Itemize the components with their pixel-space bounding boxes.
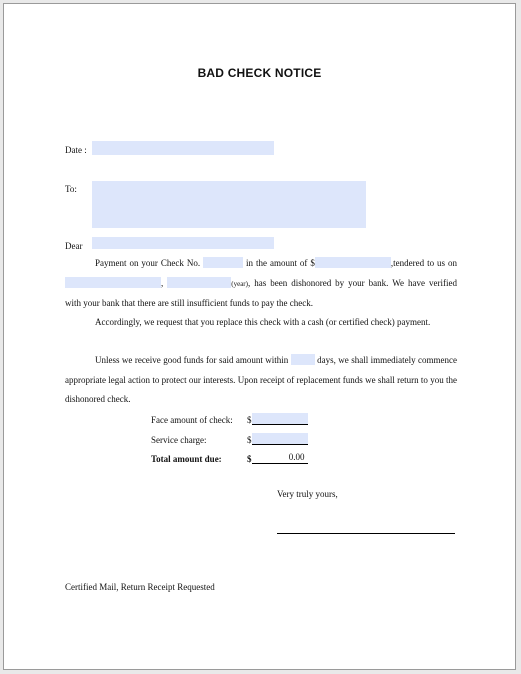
recipient-address-field[interactable] [92, 181, 366, 228]
date-label: Date : [65, 145, 87, 155]
tender-date-field[interactable] [65, 277, 164, 288]
p1-text-c: ,tendered to [390, 258, 435, 268]
footer-note: Certified Mail, Return Receipt Requested [65, 582, 215, 592]
face-amount-row [151, 413, 308, 425]
salutation-field[interactable] [92, 237, 274, 249]
legal-action-paragraph [65, 351, 457, 410]
p1-text-a: Payment on your Check No. [95, 258, 201, 268]
service-charge-row [151, 433, 308, 445]
tender-year-field[interactable] [167, 277, 231, 288]
p2-text: Accordingly, we request that you replace this check with a cash (or certified check) payment. [95, 317, 431, 327]
check-number-field[interactable] [203, 257, 243, 268]
face-amount-field[interactable] [252, 413, 308, 425]
days-field[interactable] [291, 354, 315, 365]
total-due-field [252, 452, 308, 464]
total-due-value: 0.00 [288, 452, 305, 462]
total-due-row [151, 452, 308, 464]
p1-text-f: , has been dishonored by your bank. We have verified with your bank that there are still insufficient funds to pay the check. [65, 277, 457, 308]
face-dollar-sign: $ [247, 415, 252, 425]
to-label: To: [65, 184, 77, 194]
total-due-label: Total amount due: [151, 454, 222, 464]
date-field[interactable] [92, 141, 274, 155]
closing-text: Very truly yours, [277, 489, 338, 499]
payment-paragraph [65, 254, 457, 314]
p3-text-a: Unless we receive good funds for said amount within [95, 355, 289, 365]
service-charge-field[interactable] [252, 433, 308, 445]
total-dollar-sign: $ [247, 454, 252, 464]
p1-text-d: us on [437, 258, 458, 268]
document-page [3, 3, 516, 670]
year-label: (year) [231, 279, 248, 288]
face-amount-label: Face amount of check: [151, 415, 233, 425]
p1-text-e: , [161, 277, 164, 288]
document-title: BAD CHECK NOTICE [197, 66, 322, 80]
dear-label: Dear [65, 241, 83, 251]
check-amount-field[interactable] [315, 257, 391, 268]
service-charge-label: Service charge: [151, 435, 207, 445]
replacement-paragraph [65, 313, 457, 333]
p3-text-b: days, we shall immediately commence appropriate legal action to protect our interests. Upon receipt of replacement funds we shall return to you the dishonored check. [65, 355, 457, 404]
signature-line [277, 533, 455, 534]
p1-text-b: in the amount of $ [246, 258, 315, 268]
service-dollar-sign: $ [247, 435, 252, 445]
